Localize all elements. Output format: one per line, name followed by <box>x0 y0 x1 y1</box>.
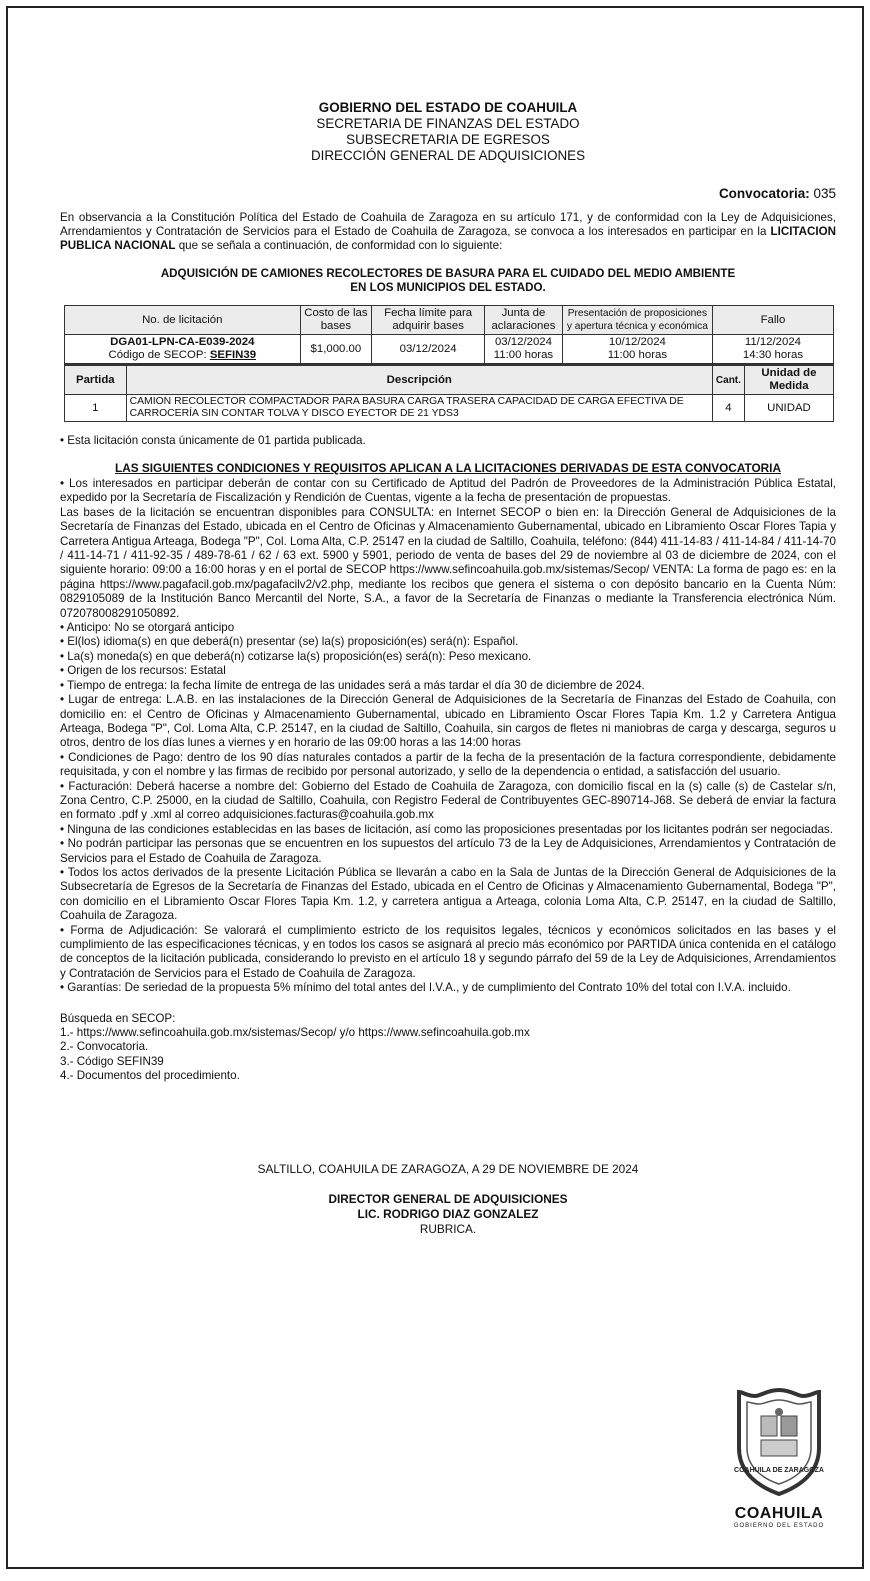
condition-item: • El(los) idioma(s) en que deberá(n) presentar (se) la(s) proposición(es) será(n): Español. <box>60 635 519 649</box>
cell-fecha-limite: 03/12/2024 <box>372 335 485 365</box>
codigo-value: SEFIN39 <box>209 349 257 361</box>
condition-item: • Condiciones de Pago: dentro de los 90 días naturales contados a partir de la fecha de la presentación de la factura correspondiente, debidamente requisitada, y con el nombre y las firmas de recibido por personal autorizado, y sello de la dependencia o entidad, a satisfacción del usuario. <box>60 750 836 779</box>
presentacion-hora: 11:00 horas <box>607 349 668 361</box>
conditions-title: LAS SIGUIENTES CONDICIONES Y REQUISITOS APLICAN A LA LICITACIONES DERIVADAS DE ESTA CONVOCATORIA <box>115 461 781 475</box>
intro-text-end: que se señala a continuación, de conformidad con lo siguiente: <box>175 239 503 252</box>
cell-presentacion <box>562 335 712 365</box>
convocatoria-number <box>60 186 836 201</box>
header-costo: Costo de las bases <box>300 306 372 335</box>
cell-partida: 1 <box>65 395 127 422</box>
signature-rubrica: RUBRICA. <box>419 1221 477 1236</box>
title-line-2: EN LOS MUNICIPIOS DEL ESTADO. <box>350 281 546 294</box>
cell-junta <box>485 335 563 365</box>
condition-item: • La(s) moneda(s) en que deberá(n) cotizarse la(s) proposición(es) será(n): Peso mexicano. <box>60 649 532 663</box>
condition-item: • No podrán participar las personas que se encuentren en los supuestos del artículo 73 de la Ley de Adquisiciones, Arrendamientos y Contratación de Servicios para el Estado de Coahuila de Zaragoza. <box>60 837 836 865</box>
search-item: 3.- Código SEFIN39 <box>60 1054 164 1068</box>
cell-cant: 4 <box>712 395 744 422</box>
document-header <box>60 100 836 164</box>
condition-item: • Tiempo de entrega: la fecha límite de entrega de las unidades será a más tardar el día 30 de diciembre de 2024. <box>60 678 645 692</box>
convocatoria-label: Convocatoria: <box>718 186 810 201</box>
cell-descripcion: CAMION RECOLECTOR COMPACTADOR PARA BASURA CARGA TRASERA CAPACIDAD DE CARGA EFECTIVA DE CARROCERÍA SIN CONTAR TOLVA Y DISCO EYECTOR DE 21 YDS3 <box>126 395 712 422</box>
condition-item: • Los interesados en participar deberán de contar con su Certificado de Aptitud del Padrón de Proveedores de la Administración Pública Estatal, expedido por la Secretaría de Fiscalización y Rendición de Cuentas, vigente a la fecha de presentación de propuestas. <box>60 477 836 505</box>
licitacion-table <box>64 305 834 422</box>
header-secretaria: SECRETARIA DE FINANZAS DEL ESTADO <box>316 116 580 131</box>
signature-block <box>60 1192 836 1237</box>
intro-paragraph <box>60 211 836 253</box>
conditions-body <box>60 477 836 996</box>
items-header-row <box>65 365 834 395</box>
condition-item: • Origen de los recursos: Estatal <box>60 664 226 678</box>
condition-item: • Todos los actos derivados de la presente Licitación Pública se llevarán a cabo en la Sala de Juntas de la Dirección General de Adquisiciones de la Subsecretaría de Egresos de la Secretaría de Finanzas del Estado, ubicada en el Centro de Oficinas y Almacenamiento Gubernamental, Bodega "P", con domicilio en el Libramiento Oscar Flores Tapia Km. 1.2, y carretera antigua a Arteaga, colonia Loma Alta, C.P. 25147, en la ciudad de Saltillo, Coahuila de Zaragoza. <box>60 865 836 923</box>
condition-item: • Ninguna de las condiciones establecidas en las bases de licitación, así como las proposiciones presentadas por los licitantes podrán ser negociadas. <box>60 822 833 836</box>
cell-fallo <box>712 335 833 365</box>
search-title: Búsqueda en SECOP: <box>60 1011 176 1025</box>
header-unidad: Unidad de Medida <box>744 365 833 395</box>
search-item: 2.- Convocatoria. <box>60 1040 149 1054</box>
header-subsecretaria: SUBSECRETARIA DE EGRESOS <box>346 132 550 147</box>
signature-title: DIRECTOR GENERAL DE ADQUISICIONES <box>328 1191 568 1206</box>
header-descripcion: Descripción <box>126 365 712 395</box>
condition-item: • Lugar de entrega: L.A.B. en las instalaciones de la Dirección General de Adquisiciones de la Secretaría de Finanzas del Estado de Coahuila, con domicilio en: el Centro de Oficinas y Almacenamiento Gubernamental, ubicado en Libramiento Oscar Flores Tapia Km. 1.2 y Carretera Antigua Arteaga, Bodega "P", Col. Loma Alta, C.P. 25147, en la ciudad de Saltillo, Coahuila, sin cargos de fletes ni maniobras de carga y descarga, seguros u otros, dentro de los días lunes a viernes y en horario de las 09:00 horas a las 14:00 horas <box>60 693 836 750</box>
presentacion-fecha: 10/12/2024 <box>608 336 666 348</box>
condition-item: • Anticipo: No se otorgará anticipo <box>60 621 235 635</box>
table-header-row <box>65 306 834 335</box>
licitacion-number: DGA01-LPN-CA-E039-2024 <box>110 336 255 348</box>
coahuila-logo <box>724 1386 834 1546</box>
header-government: GOBIERNO DEL ESTADO DE COAHUILA <box>318 100 578 115</box>
document-page <box>6 6 864 1569</box>
cell-costo: $1,000.00 <box>300 335 372 365</box>
seal-text: COAHUILA DE ZARAGOZA <box>734 1467 824 1474</box>
document-content <box>60 100 836 1237</box>
cell-licitacion <box>65 335 301 365</box>
condition-item: Las bases de la licitación se encuentran disponibles para CONSULTA: en Internet SECOP o bien en: la Dirección General de Adquisiciones de la Secretaría de Finanzas del Estado, ubicada en el Centro de Oficinas y Almacenamiento Gubernamental, ubicado en Libramiento Oscar Flores Tapia y Carretera Antigua Arteaga, Bodega "P", Col. Loma Alta, C.P. 25147 en la ciudad de Saltillo, Coahuila, teléfono: (844) 411-14-83 / 411-14-84 / 411-14-70 / 411-14-71 / 411-92-35 / 489-78-61 / 62 / 63 ext. 5900 y 5901, periodo de venta de bases del 29 de noviembre al 03 de diciembre de 2024, con el siguiente horario: 09:00 a 16:00 horas y en el portal de SECOP https://www.sefincoahuila.gob.mx/sistemas/Secop/ VENTA: La forma de pago es: en la página https://www.pagafacil.gob.mx/pagafacilv2/v2.php, mediante los recibos que genera el sistema o con depósito bancario en la Cuenta Núm: 0829105089 de la Institución Banco Mercantil del Norte, S.A., a favor de la Secretaría de Finanzas o mediante la Transferencia electrónica Núm. 072078008291050892. <box>60 505 836 620</box>
header-junta: Junta de aclaraciones <box>485 306 563 335</box>
condition-item: • Forma de Adjudicación: Se valorará el cumplimiento estricto de los requisitos legales, técnicos y económicos solicitados en las bases y el cumplimiento de las especificaciones técnicas, y en todos los casos se asignará al precio más económico por PARTIDA única contenida en el catálogo de conceptos de la licitación publicada, considerando lo previsto en el artículo 18 y segundo párrafo del 59 de la Ley de Adquisiciones, Arrendamientos y Contratación de Servicios para el Estado de Coahuila de Zaragoza. <box>60 923 836 980</box>
fallo-fecha: 11/12/2024 <box>744 336 802 348</box>
condition-item: • Garantías: De seriedad de la propuesta 5% mínimo del total antes del I.V.A., y de cumplimiento del Contrato 10% del total con I.V.A. incluido. <box>60 981 791 995</box>
header-no-licitacion: No. de licitación <box>65 306 301 335</box>
header-partida: Partida <box>65 365 127 395</box>
cell-unidad: UNIDAD <box>744 395 833 422</box>
header-fecha-limite: Fecha límite para adquirir bases <box>372 306 485 335</box>
intro-text-bold: LICITACION PUBLICA NACIONAL <box>60 225 836 252</box>
place-date: SALTILLO, COAHUILA DE ZARAGOZA, A 29 DE NOVIEMBRE DE 2024 <box>257 1161 639 1176</box>
title-line-1: ADQUISICIÓN DE CAMIONES RECOLECTORES DE BASURA PARA EL CUIDADO DEL MEDIO AMBIENTE <box>160 267 736 280</box>
search-item: 4.- Documentos del procedimiento. <box>60 1069 240 1083</box>
search-item: 1.- https://www.sefincoahuila.gob.mx/sistemas/Secop/ y/o https://www.sefincoahuila.gob.mx <box>60 1026 530 1040</box>
secop-search <box>60 1012 836 1084</box>
signature-name: LIC. RODRIGO DIAZ GONZALEZ <box>357 1206 539 1221</box>
junta-hora: 11:00 horas <box>493 349 554 361</box>
header-cant: Cant. <box>712 365 744 395</box>
coat-of-arms-icon <box>731 1386 827 1498</box>
intro-text-start: En observancia a la Constitución Política del Estado de Coahuila de Zaragoza en su artículo 171, y de conformidad con la Ley de Adquisiciones, Arrendamientos y Contratación de Servicios para el Estado de Coahuila de Zaragoza, se convoca a los interesados en participar en la <box>60 211 836 238</box>
convocatoria-value: 035 <box>813 186 836 201</box>
codigo-label: Código de SECOP: <box>108 349 210 361</box>
header-direccion: DIRECCIÓN GENERAL DE ADQUISICIONES <box>310 148 586 163</box>
fallo-hora: 14:30 horas <box>742 349 804 361</box>
condition-item: • Facturación: Deberá hacerse a nombre del: Gobierno del Estado de Coahuila de Zaragoza, con domicilio fiscal en la (s) calle (s) de Castelar s/n, Zona Centro, C.P. 25000, en la ciudad de Saltillo, Coahuila, con Registro Federal de Contribuyentes GEC-890714-J68. Se deberá de enviar la factura en formato .pdf y .xml al correo adquisiciones.facturas@coahuila.gob.mx <box>60 779 836 822</box>
partida-note: • Esta licitación consta únicamente de 01 partida publicada. <box>60 434 366 447</box>
table-row <box>65 395 834 422</box>
logo-subtitle: GOBIERNO DEL ESTADO <box>733 1523 825 1529</box>
codigo-secop <box>68 349 297 362</box>
logo-name: COAHUILA <box>734 1505 824 1522</box>
header-presentacion: Presentación de proposiciones y apertura técnica y económica <box>562 306 712 335</box>
table-row <box>65 335 834 365</box>
header-fallo: Fallo <box>712 306 833 335</box>
junta-fecha: 03/12/2024 <box>494 336 552 348</box>
procurement-title <box>60 267 836 295</box>
